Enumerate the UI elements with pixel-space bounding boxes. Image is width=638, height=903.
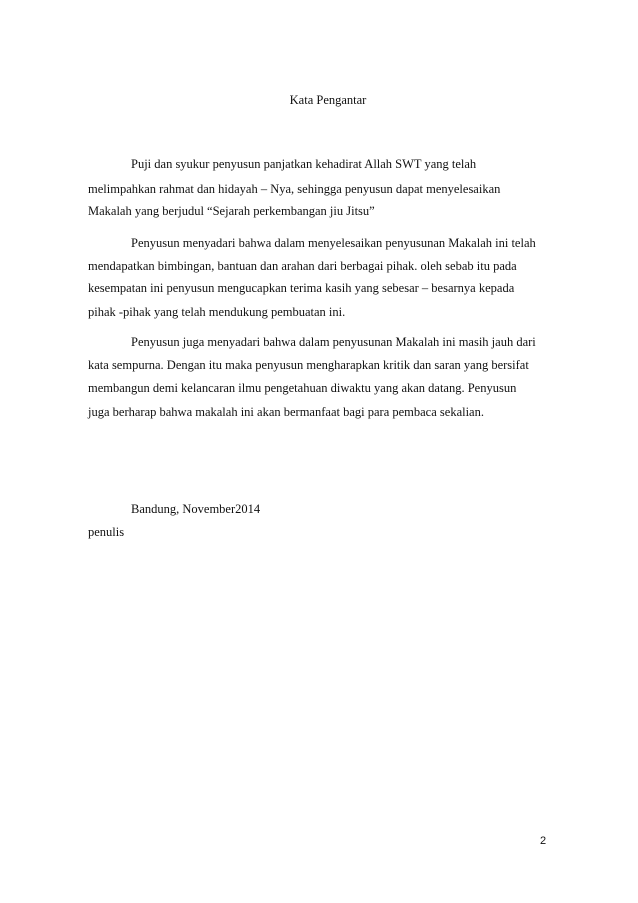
paragraph-3-line-3: membangun demi kelancaran ilmu pengetahuan diwaktu yang akan datang. Penyusun xyxy=(88,381,517,395)
page-number: 2 xyxy=(540,835,547,847)
closing-place-date: Bandung, November2014 xyxy=(131,502,261,516)
paragraph-2-line-2: mendapatkan bimbingan, bantuan dan arahan dari berbagai pihak. oleh sebab itu pada xyxy=(88,259,517,273)
page-title: Kata Pengantar xyxy=(289,93,367,107)
paragraph-3-line-2: kata sempurna. Dengan itu maka penyusun mengharapkan kritik dan saran yang bersifat xyxy=(88,358,529,372)
paragraph-3-line-1: Penyusun juga menyadari bahwa dalam penyusunan Makalah ini masih jauh dari xyxy=(131,335,536,349)
paragraph-1-line-2: melimpahkan rahmat dan hidayah – Nya, sehingga penyusun dapat menyelesaikan xyxy=(88,182,501,196)
paragraph-1-line-1: Puji dan syukur penyusun panjatkan kehadirat Allah SWT yang telah xyxy=(131,157,477,171)
paragraph-3-line-4: juga berharap bahwa makalah ini akan bermanfaat bagi para pembaca sekalian. xyxy=(88,405,484,419)
paragraph-2-line-3: kesempatan ini penyusun mengucapkan terima kasih yang sebesar – besarnya kepada xyxy=(88,281,515,295)
closing-signature: penulis xyxy=(88,525,125,539)
paragraph-2-line-4: pihak -pihak yang telah mendukung pembuatan ini. xyxy=(88,305,346,319)
paragraph-1-line-3: Makalah yang berjudul “Sejarah perkembangan jiu Jitsu” xyxy=(88,204,375,218)
paragraph-2-line-1: Penyusun menyadari bahwa dalam menyelesaikan penyusunan Makalah ini telah xyxy=(131,236,536,250)
